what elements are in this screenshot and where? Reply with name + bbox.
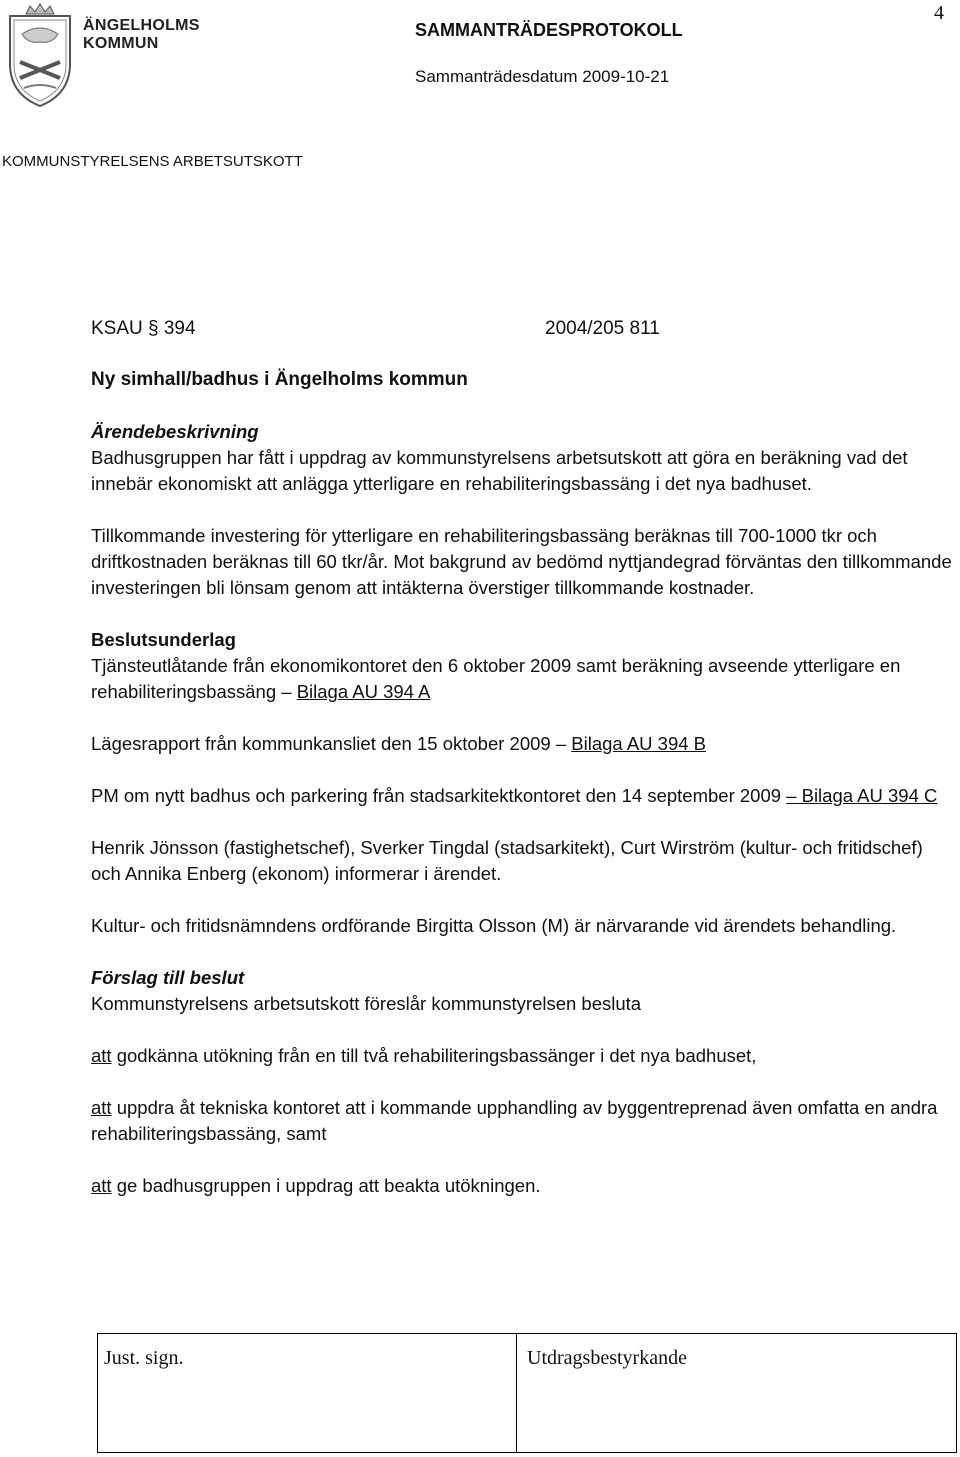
- logo-text-line1: ÄNGELHOLMS: [83, 17, 200, 34]
- case-title: Ny simhall/badhus i Ängelholms kommun: [91, 369, 468, 390]
- adjuster-signature-cell: [98, 1334, 517, 1452]
- document-body: [91, 419, 953, 1199]
- meeting-date: Sammanträdesdatum 2009-10-21: [415, 67, 670, 86]
- proposal-att-1-text: godkänna utökning från en till två rehabiliteringsbassänger i det nya badhuset,: [111, 1045, 757, 1066]
- att-keyword: att: [91, 1097, 112, 1118]
- basis-item-2: [91, 731, 953, 757]
- basis-item-2-text: Lägesrapport från kommunkansliet den 15 oktober 2009 –: [91, 733, 572, 754]
- description-paragraph-1: Badhusgruppen har fått i uppdrag av kommunstyrelsens arbetsutskott att göra en beräkning vad det innebär ekonomiskt att anlägga ytterligare en rehabiliteringsbassäng i det nya badhuset.: [91, 447, 908, 494]
- heading-forslag-till-beslut: Förslag till beslut: [91, 967, 245, 988]
- logo-wordmark: [83, 17, 200, 53]
- signature-table: [97, 1333, 957, 1453]
- proposal-intro: Kommunstyrelsens arbetsutskott föreslår kommunstyrelsen besluta: [91, 993, 642, 1014]
- basis-item-3: [91, 783, 953, 809]
- adjuster-signature-label: Just. sign.: [104, 1347, 184, 1369]
- basis-item-5: Kultur- och fritidsnämndens ordförande Birgitta Olsson (M) är närvarande vid ärendets behandling.: [91, 915, 897, 936]
- extract-certification-cell: [517, 1334, 956, 1452]
- proposal-att-3: [91, 1173, 953, 1199]
- heading-beslutsunderlag: Beslutsunderlag: [91, 629, 236, 650]
- page-number: 4: [934, 2, 944, 24]
- document-title: SAMMANTRÄDESPROTOKOLL: [415, 20, 683, 40]
- proposal-att-3-text: ge badhusgruppen i uppdrag att beakta utökningen.: [111, 1175, 541, 1196]
- description-paragraph-2: Tillkommande investering för ytterligare en rehabiliteringsbassäng beräknas till 700-1000 tkr och driftkostnaden beräknas till 60 tkr/år. Mot bakgrund av bedömd nyttjandegrad förväntas den tillkommande investeringen bli lönsam genom att intäkterna överstiger tillkommande kostnader.: [91, 525, 952, 598]
- attachment-link-b[interactable]: Bilaga AU 394 B: [571, 733, 707, 754]
- basis-item-1: [91, 653, 953, 705]
- basis-item-4: Henrik Jönsson (fastighetschef), Sverker Tingdal (stadsarkitekt), Curt Wirström (kultur- och fritidschef) och Annika Enberg (ekonom) informerar i ärendet.: [91, 837, 923, 884]
- ksau-paragraph-number: KSAU § 394: [91, 318, 196, 339]
- att-keyword: att: [91, 1175, 112, 1196]
- proposal-att-1: [91, 1043, 953, 1069]
- basis-item-3-text: PM om nytt badhus och parkering från stadsarkitektkontoret den 14 september 2009: [91, 785, 787, 806]
- proposal-att-2: [91, 1095, 953, 1147]
- heading-arendebeskrivning: Ärendebeskrivning: [91, 421, 259, 442]
- extract-certification-label: Utdragsbestyrkande: [527, 1347, 687, 1369]
- logo-text-line2: KOMMUN: [83, 35, 159, 52]
- municipality-crest-logo: [2, 2, 78, 110]
- attachment-link-c[interactable]: – Bilaga AU 394 C: [786, 785, 938, 806]
- proposal-att-2-text: uppdra åt tekniska kontoret att i kommande upphandling av byggentreprenad även omfatta en andra rehabiliteringsbassäng, samt: [91, 1097, 938, 1144]
- department-name: KOMMUNSTYRELSENS ARBETSUTSKOTT: [2, 153, 303, 170]
- attachment-link-a[interactable]: Bilaga AU 394 A: [296, 681, 431, 702]
- basis-item-1-text: Tjänsteutlåtande från ekonomikontoret den 6 oktober 2009 samt beräkning avseende ytterligare en rehabiliteringsbassäng –: [91, 655, 901, 702]
- att-keyword: att: [91, 1045, 112, 1066]
- diary-number: 2004/205 811: [545, 318, 660, 339]
